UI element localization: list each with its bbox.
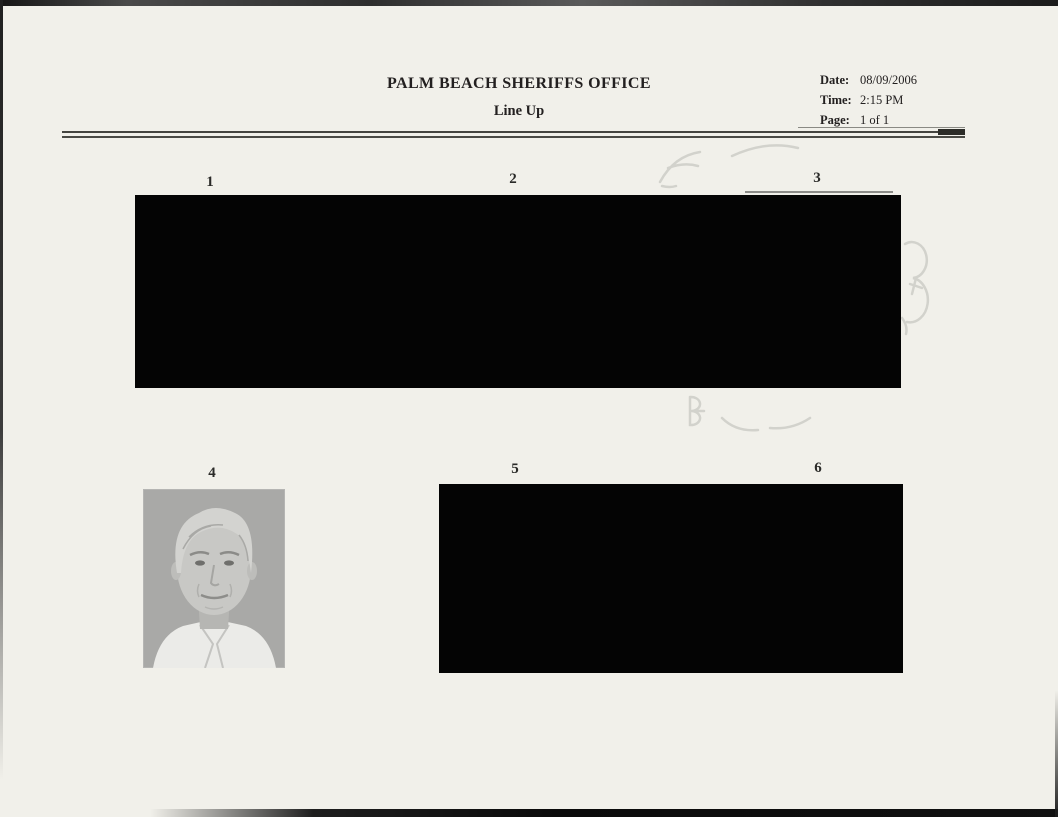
redaction-box-positions-1-2-3	[135, 195, 901, 388]
lineup-number-6: 6	[814, 460, 822, 476]
date-value: 08/09/2006	[860, 73, 917, 87]
scan-edge-bottom	[150, 809, 1058, 817]
document-title: PALM BEACH SHERIFFS OFFICE	[387, 75, 651, 92]
page-label: Page:	[820, 113, 850, 127]
header-rule-artifact	[798, 127, 965, 128]
mugshot-portrait	[143, 489, 285, 668]
redaction-edge-smudge	[745, 191, 893, 193]
header-double-rule	[62, 131, 965, 138]
scan-edge-left	[0, 0, 3, 780]
document-subtitle: Line Up	[493, 103, 545, 119]
redaction-box-positions-5-6	[439, 484, 903, 673]
document-meta	[820, 70, 917, 130]
lineup-number-5: 5	[511, 461, 519, 477]
scan-edge-top	[0, 0, 1058, 6]
lineup-number-1: 1	[206, 174, 214, 190]
meta-date-row	[820, 70, 917, 90]
header-rule-heavy-segment	[938, 129, 965, 135]
page-value: 1 of 1	[860, 113, 890, 127]
date-label: Date:	[820, 73, 850, 87]
document-header	[279, 75, 759, 120]
lineup-number-4: 4	[208, 465, 216, 481]
time-label: Time:	[820, 93, 852, 107]
lineup-photo-position-4	[143, 489, 285, 668]
time-value: 2:15 PM	[860, 93, 904, 107]
lineup-number-3: 3	[813, 170, 821, 186]
meta-time-row	[820, 90, 917, 110]
lineup-number-2: 2	[509, 171, 517, 187]
